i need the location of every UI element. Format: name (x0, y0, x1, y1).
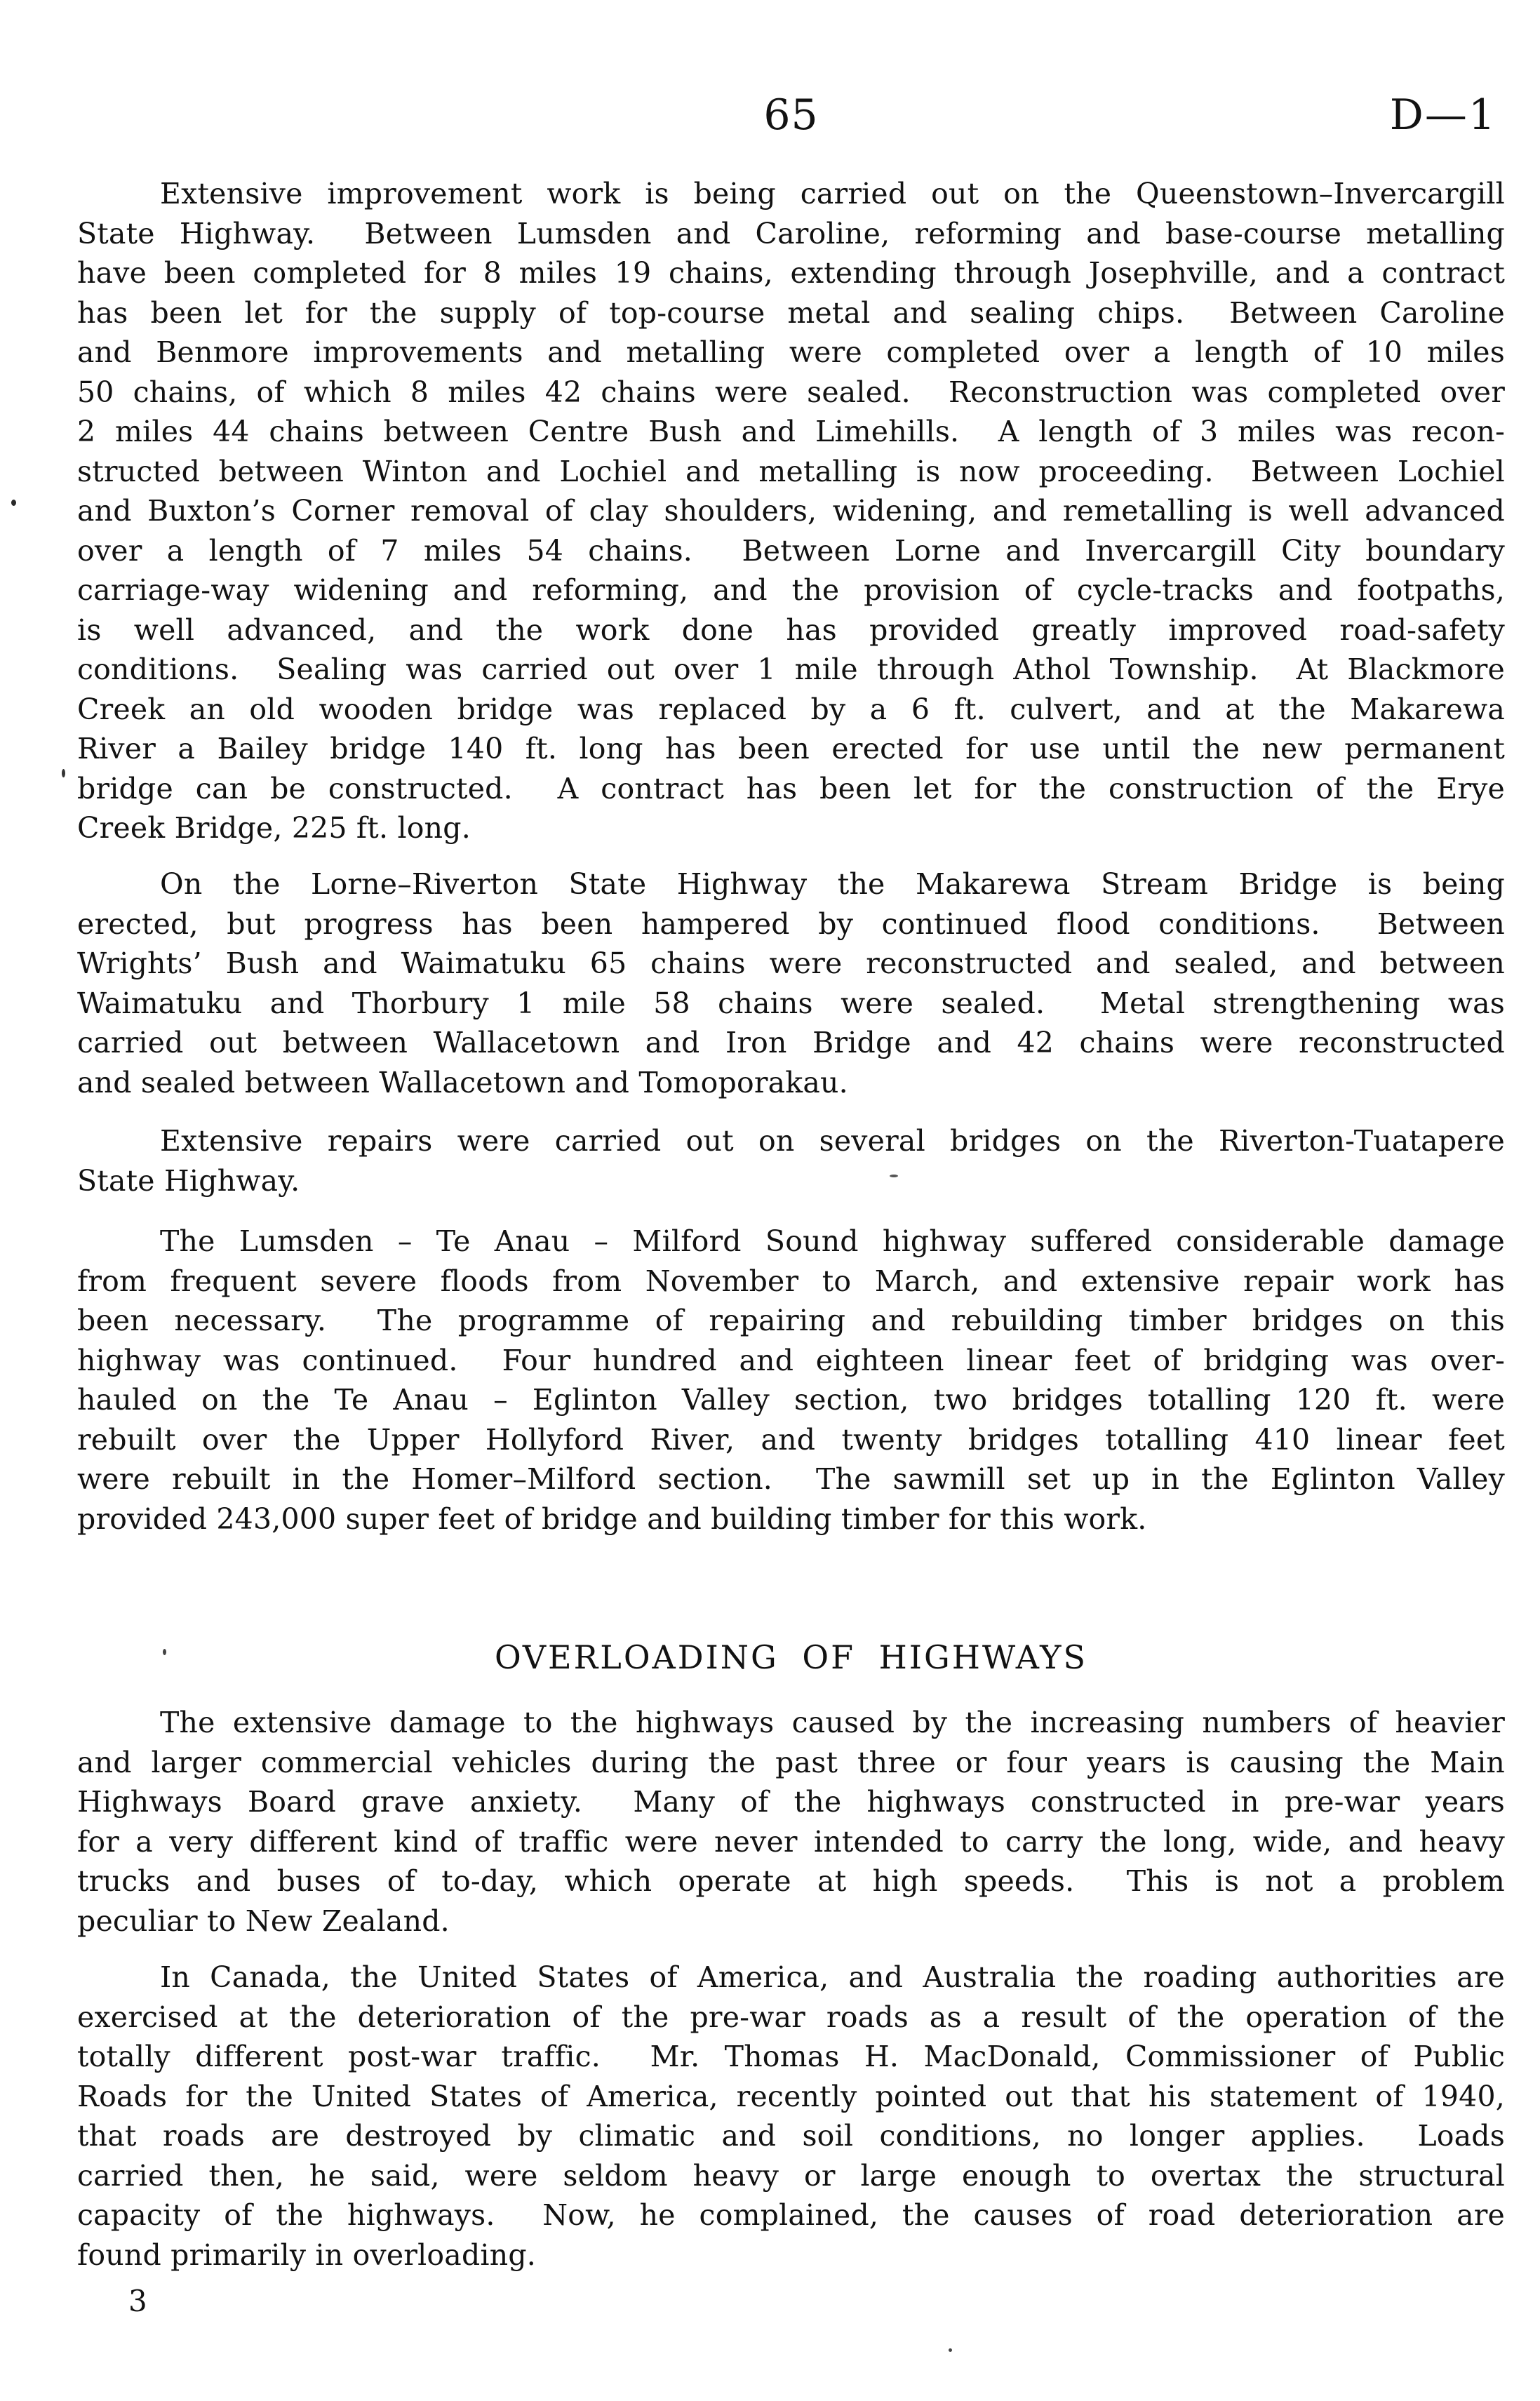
scan-speck (163, 1649, 166, 1655)
paragraph-queenstown-invercargill (77, 174, 1505, 848)
text-line: 50 chains, of which 8 miles 42 chains were sealed. Reconstruction was completed over (77, 375, 1505, 409)
text-line: peculiar to New Zealand. (77, 1904, 450, 1938)
text-line: have been completed for 8 miles 19 chains, extending through Josephville, and a contract (77, 256, 1505, 290)
text-line: Creek an old wooden bridge was replaced by a 6 ft. culvert, and at the Makarewa (77, 692, 1505, 726)
text-line: hauled on the Te Anau – Eglinton Valley section, two bridges totalling 120 ft. were (77, 1383, 1505, 1417)
text-line: has been let for the supply of top-course metal and sealing chips. Between Caroline (77, 295, 1505, 330)
paragraph-riverton-tuatapere (77, 1121, 1505, 1200)
section-heading: OVERLOADING OF HIGHWAYS (494, 1638, 1088, 1676)
paragraph-overseas-authorities (77, 1958, 1505, 2275)
text-line: capacity of the highways. Now, he complained, the causes of road deterioration are (77, 2198, 1505, 2232)
text-line: structed between Winton and Lochiel and metalling is now proceeding. Between Lochiel (77, 454, 1505, 488)
text-line: The extensive damage to the highways caused by the increasing numbers of heavier (160, 1706, 1505, 1739)
doc-code: D—1 (1389, 91, 1497, 140)
text-line: State Highway. (77, 1163, 300, 1198)
text-line: bridge can be constructed. A contract has been let for the construction of the Erye (77, 771, 1505, 805)
text-line: Creek Bridge, 225 ft. long. (77, 811, 471, 845)
scan-speck (890, 1175, 898, 1177)
paragraph-lorne-riverton (77, 864, 1505, 1102)
text-line: over a length of 7 miles 54 chains. Between Lorne and Invercargill City boundary (77, 533, 1505, 568)
text-line: and Buxton’s Corner removal of clay shoulders, widening, and remetalling is well advanced (77, 494, 1505, 528)
text-line: been necessary. The programme of repairing and rebuilding timber bridges on this (77, 1304, 1505, 1337)
text-line: and larger commercial vehicles during the past three or four years is causing the Main (77, 1745, 1505, 1779)
text-line: Roads for the United States of America, recently pointed out that his statement of 1940, (77, 2079, 1505, 2113)
text-line: conditions. Sealing was carried out over 1 mile through Athol Township. At Blackmore (77, 653, 1505, 686)
scan-speck (62, 769, 65, 777)
scan-speck (949, 2348, 952, 2352)
text-line: The Lumsden – Te Anau – Milford Sound highway suffered considerable damage (160, 1224, 1505, 1258)
text-line: totally different post-war traffic. Mr. Thomas H. MacDonald, Commissioner of Public (77, 2040, 1505, 2073)
text-line: were rebuilt in the Homer–Milford section. The sawmill set up in the Eglinton Valley (77, 1462, 1505, 1496)
scan-speck (11, 500, 16, 506)
text-line: Waimatuku and Thorbury 1 mile 58 chains were sealed. Metal strengthening was (77, 986, 1505, 1020)
text-line: is well advanced, and the work done has provided greatly improved road-safety (77, 613, 1505, 647)
text-line: River a Bailey bridge 140 ft. long has been erected for use until the new permanent (77, 732, 1505, 765)
text-line: 2 miles 44 chains between Centre Bush and Limehills. A length of 3 miles was recon- (77, 415, 1505, 448)
text-line: On the Lorne–Riverton State Highway the Makarewa Stream Bridge is being (160, 867, 1505, 901)
paragraph-lumsden-te-anau-milford (77, 1222, 1505, 1539)
text-line: carried out between Wallacetown and Iron Bridge and 42 chains were reconstructed (77, 1026, 1505, 1059)
text-line: for a very different kind of traffic were never intended to carry the long, wide, and heavy (77, 1824, 1505, 1859)
text-line: State Highway. Between Lumsden and Caroline, reforming and base-course metalling (77, 216, 1505, 250)
text-line: rebuilt over the Upper Hollyford River, and twenty bridges totalling 410 linear feet (77, 1422, 1505, 1457)
text-line: Extensive repairs were carried out on several bridges on the Riverton-Tuatapere (160, 1124, 1505, 1158)
text-line: from frequent severe floods from November to March, and extensive repair work has (77, 1264, 1505, 1298)
text-line: that roads are destroyed by climatic and soil conditions, no longer applies. Loads (77, 2119, 1505, 2153)
footer-signature-mark: 3 (128, 2284, 147, 2318)
paragraph-overloading-damage (77, 1703, 1505, 1941)
text-line: Highways Board grave anxiety. Many of the highways constructed in pre-war years (77, 1785, 1505, 1819)
text-line: exercised at the deterioration of the pre-war roads as a result of the operation of the (77, 2000, 1505, 2034)
text-line: trucks and buses of to-day, which operate at high speeds. This is not a problem (77, 1864, 1505, 1898)
text-line: In Canada, the United States of America, and Australia the roading authorities are (160, 1960, 1505, 1994)
text-line: carriage-way widening and reforming, and the provision of cycle-tracks and footpaths, (77, 573, 1505, 607)
text-line: Wrights’ Bush and Waimatuku 65 chains were reconstructed and sealed, and between (77, 947, 1505, 980)
text-line: Extensive improvement work is being carried out on the Queenstown–Invercargill (160, 177, 1505, 210)
text-line: provided 243,000 super feet of bridge and building timber for this work. (77, 1502, 1147, 1536)
text-line: erected, but progress has been hampered by continued flood conditions. Between (77, 907, 1505, 941)
text-line: carried then, he said, were seldom heavy or large enough to overtax the structural (77, 2158, 1505, 2193)
text-line: and sealed between Wallacetown and Tomoporakau. (77, 1065, 848, 1099)
page-number: 65 (763, 91, 819, 140)
text-line: found primarily in overloading. (77, 2238, 536, 2272)
text-line: and Benmore improvements and metalling were completed over a length of 10 miles (77, 335, 1505, 369)
page-header (77, 86, 1505, 145)
text-line: highway was continued. Four hundred and eighteen linear feet of bridging was over- (77, 1343, 1505, 1377)
